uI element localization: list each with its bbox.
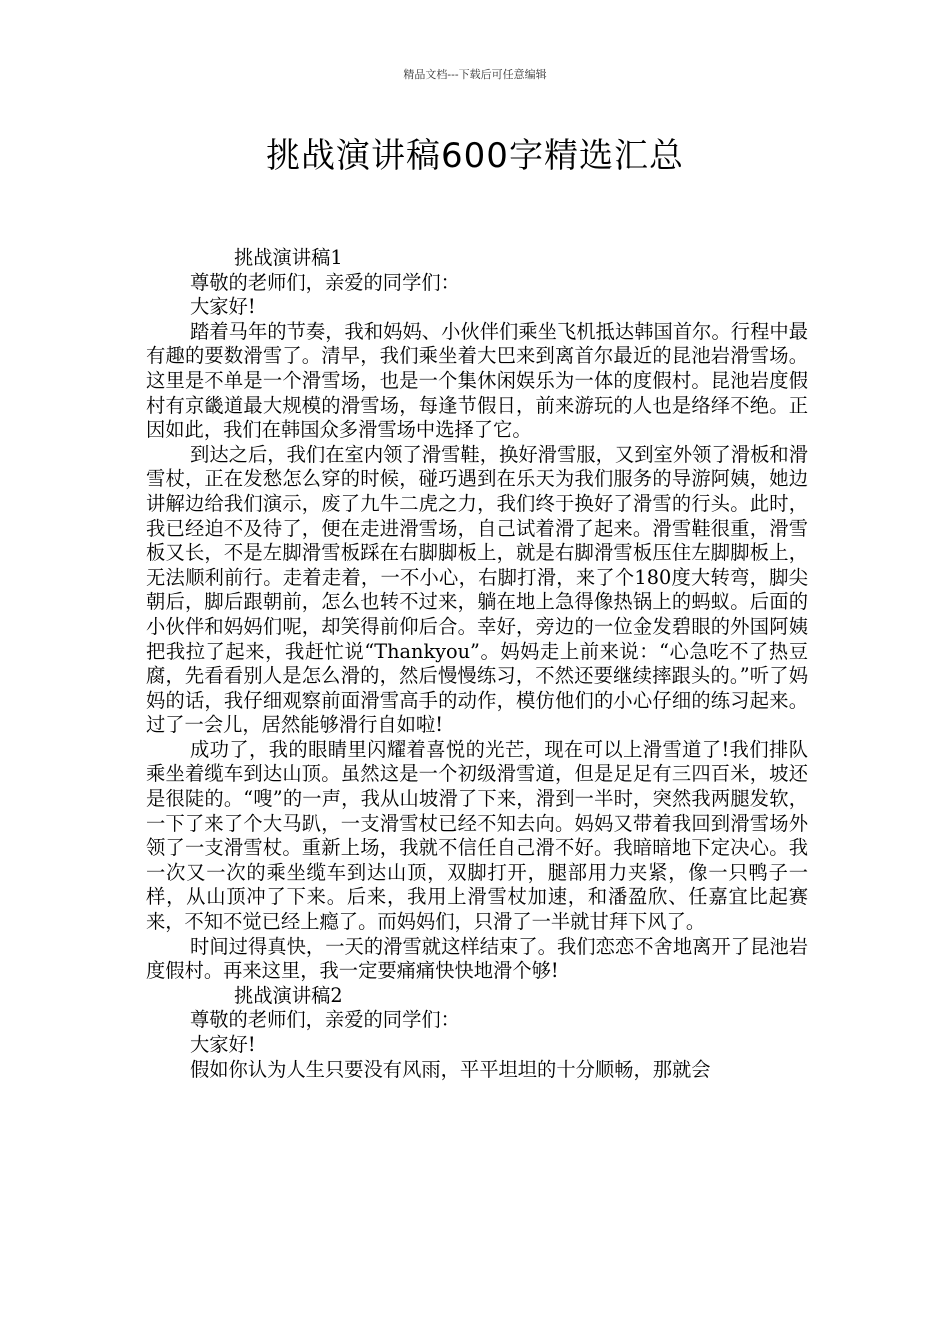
section-heading: 挑战演讲稿2 (234, 983, 343, 1007)
paragraph: 时间过得真快，一天的滑雪就这样结束了。我们恋恋不舍地离开了昆池岩度假村。再来这里，我一定要痛痛快快地滑个够! (146, 934, 808, 983)
salutation: 尊敬的老师们，亲爱的同学们： (190, 1008, 460, 1032)
document-body (146, 246, 808, 1082)
greeting: 大家好! (190, 1033, 256, 1056)
paragraph: 到达之后，我们在室内领了滑雪鞋，换好滑雪服，又到室外领了滑板和滑雪杖，正在发愁怎么穿的时候，碰巧遇到在乐天为我们服务的导游阿姨，她边讲解边给我们演示，废了九牛二虎之力，我们终于换好了滑雪的行头。此时，我已经迫不及待了，便在走进滑雪场，自己试着滑了起来。滑雪鞋很重，滑雪板又长，不是左脚滑雪板踩在右脚脚板上，就是右脚滑雪板压住左脚脚板上，无法顺利前行。走着走着，一不小心，右脚打滑，来了个180度大转弯，脚尖朝后，脚后跟朝前，怎么也转不过来，躺在地上急得像热锅上的蚂蚁。后面的小伙伴和妈妈们呢，却笑得前仰后合。幸好，旁边的一位金发碧眼的外国阿姨把我拉了起来，我赶忙说“Thankyou”。妈妈走上前来说：“心急吃不了热豆腐，先看看别人是怎么滑的，然后慢慢练习，不然还要继续摔跟头的。”听了妈妈的话，我仔细观察前面滑雪高手的动作，模仿他们的小心仔细的练习起来。过了一会儿，居然能够滑行自如啦! (146, 442, 808, 737)
header-note: 精品文档---下载后可任意编辑 (403, 68, 547, 81)
paragraph: 假如你认为人生只要没有风雨，平平坦坦的十分顺畅，那就会 (190, 1057, 711, 1081)
document-title: 挑战演讲稿600字精选汇总 (266, 136, 684, 176)
greeting: 大家好! (190, 295, 256, 319)
section-heading: 挑战演讲稿1 (234, 246, 343, 269)
paragraph: 踏着马年的节奏，我和妈妈、小伙伴们乘坐飞机抵达韩国首尔。行程中最有趣的要数滑雪了。清早，我们乘坐着大巴来到离首尔最近的昆池岩滑雪场。这里是不单是一个滑雪场，也是一个集休闲娱乐为一体的度假村。昆池岩度假村有京畿道最大规模的滑雪场，每逢节假日，前来游玩的人也是络绎不绝。正因如此，我们在韩国众多滑雪场中选择了它。 (146, 319, 808, 442)
paragraph: 成功了，我的眼睛里闪耀着喜悦的光芒，现在可以上滑雪道了!我们排队乘坐着缆车到达山顶。虽然这是一个初级滑雪道，但是足足有三四百米，坡还是很陡的。“嗖”的一声，我从山坡滑了下来，滑到一半时，突然我两腿发软，一下了来了个大马趴，一支滑雪杖已经不知去向。妈妈又带着我回到滑雪场外领了一支滑雪杖。重新上场，我就不信任自己滑不好。我暗暗地下定决心。我一次又一次的乘坐缆车到达山顶，双脚打开，腿部用力夹紧，像一只鸭子一样，从山顶冲了下来。后来，我用上滑雪杖加速，和潘盈欣、任嘉宜比起赛来，不知不觉已经上瘾了。而妈妈们，只滑了一半就甘拜下风了。 (146, 737, 808, 934)
salutation: 尊敬的老师们，亲爱的同学们： (190, 270, 460, 294)
